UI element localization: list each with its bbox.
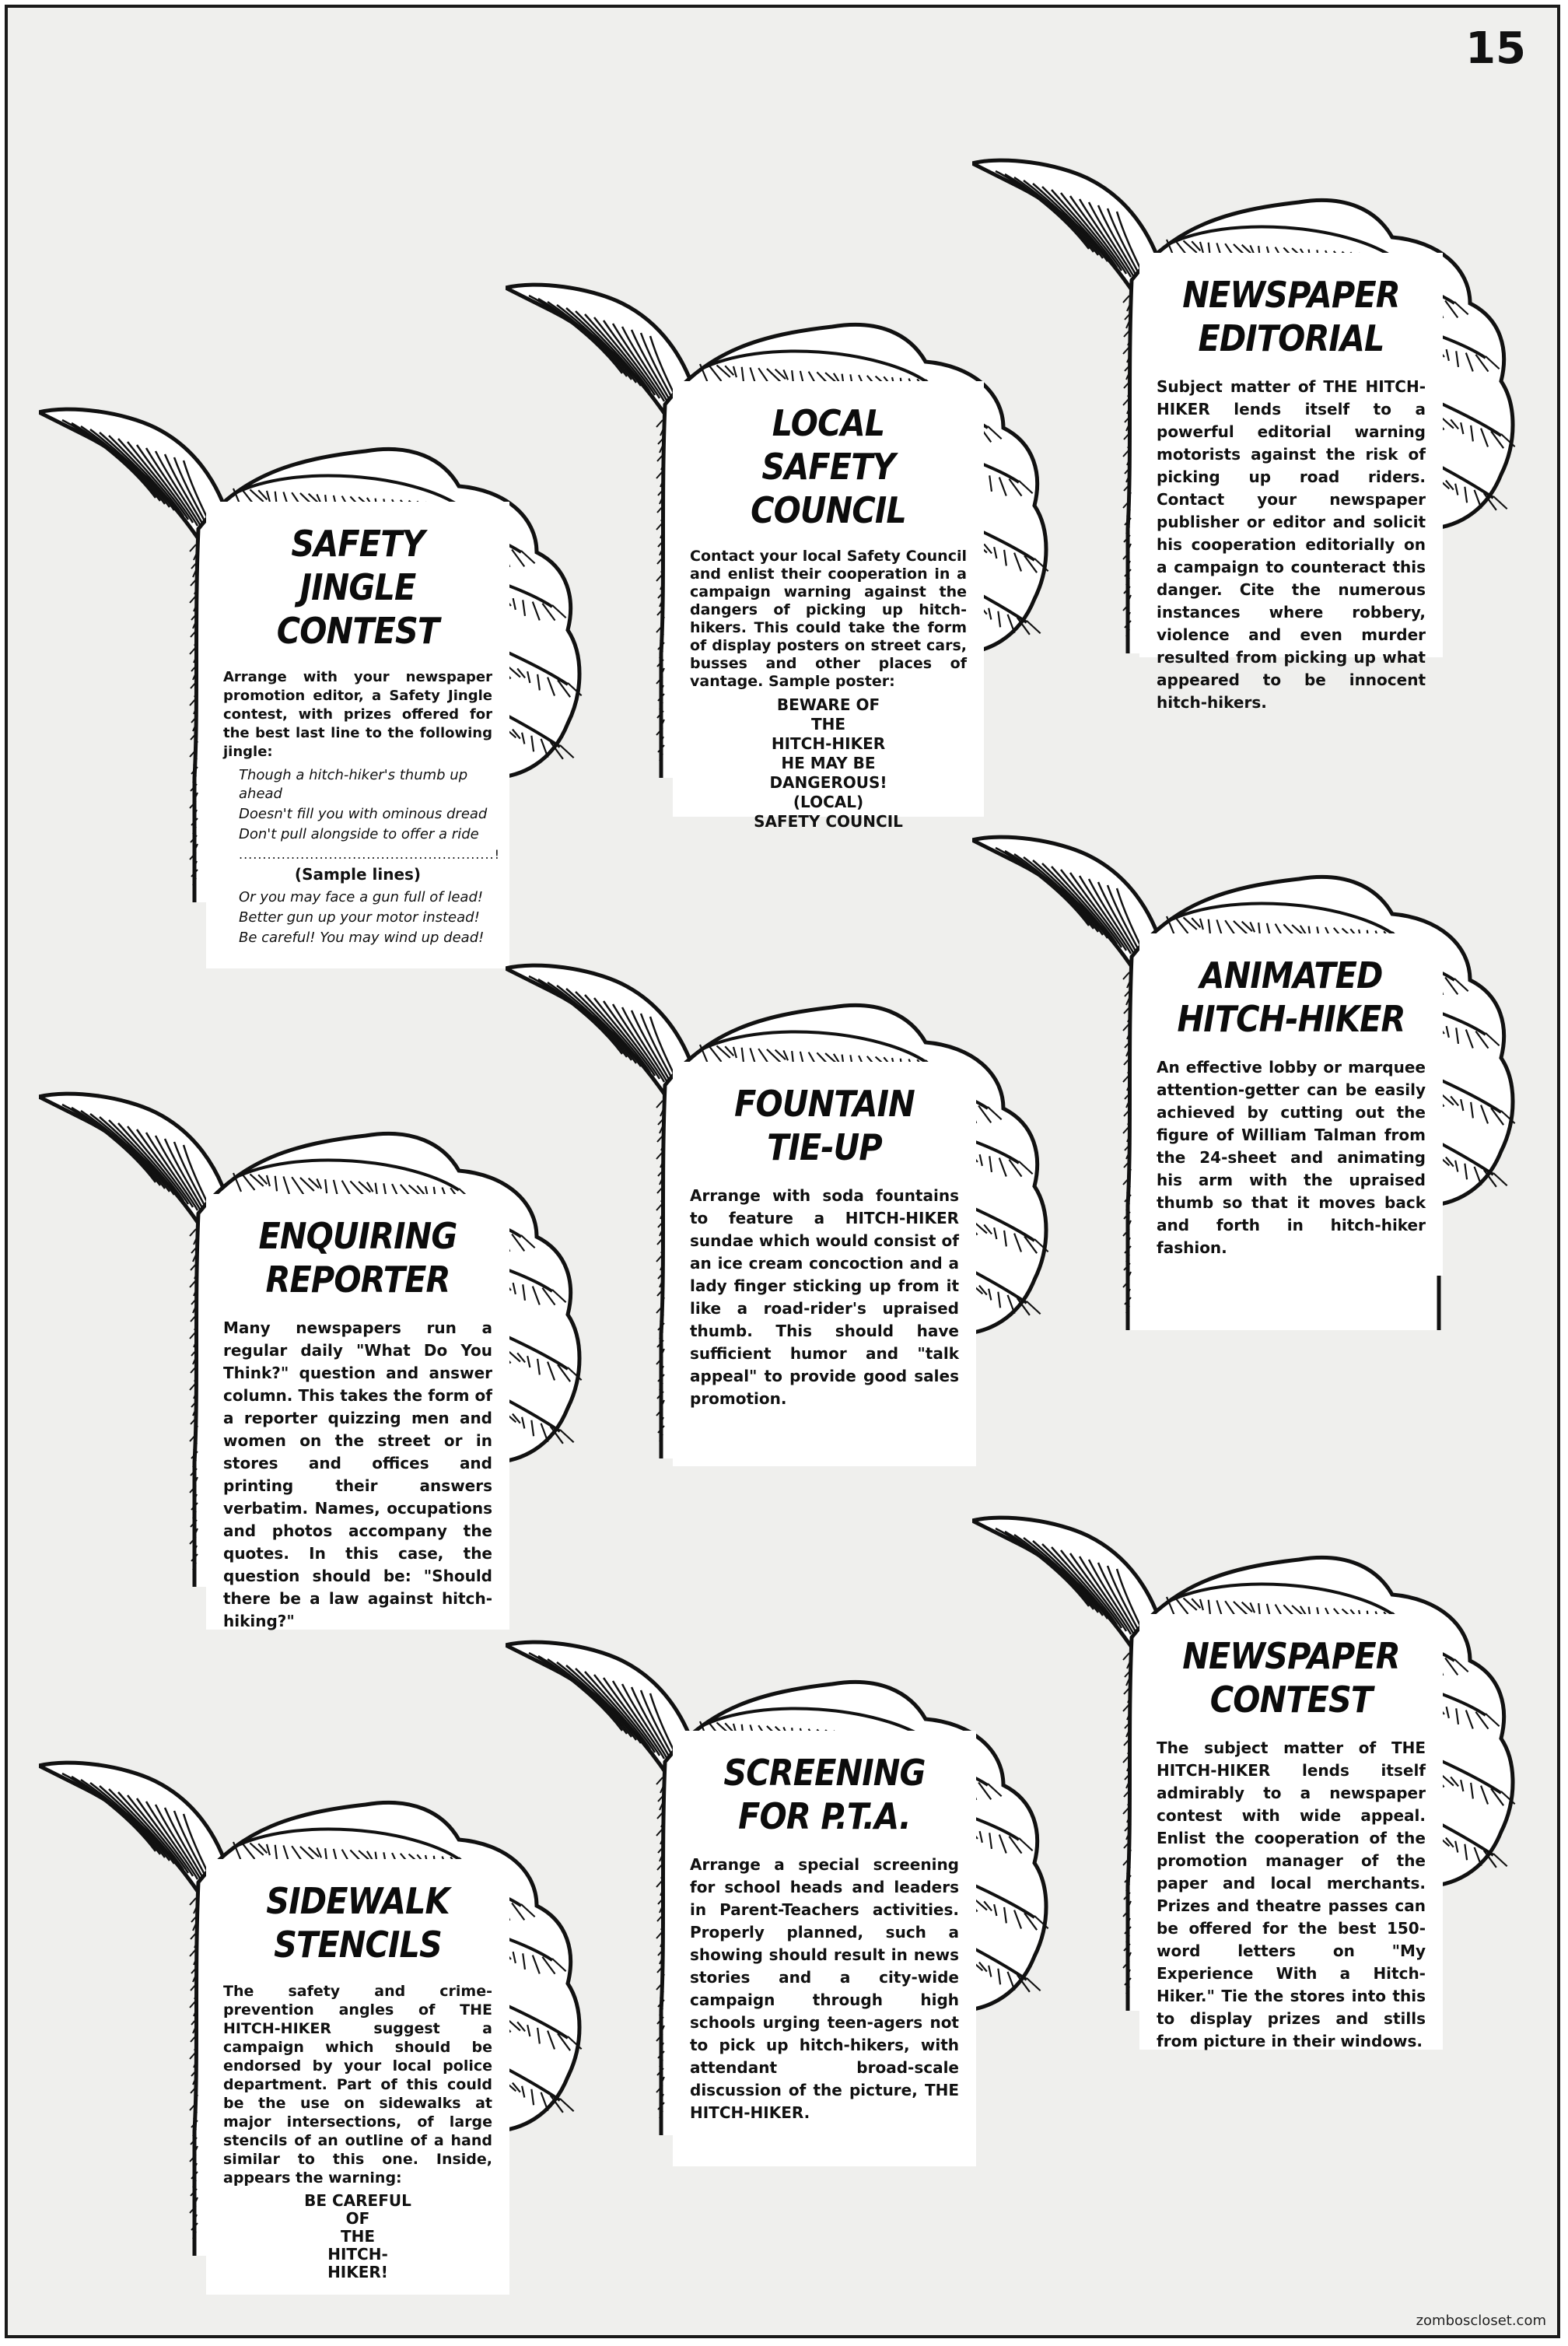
card-title: SAFETY JINGLE CONTEST (276, 523, 439, 652)
card-title: ENQUIRING REPORTER (258, 1215, 457, 1301)
page (5, 5, 1560, 2338)
card-safety-jingle (206, 502, 509, 968)
jingle-verse: Though a hitch-hiker's thumb up ahead Doesn't fill you with ominous dread Don't pull alongside to offer a ride (239, 767, 488, 842)
card-animated-hitch-hiker (1139, 933, 1443, 1276)
card-screening-pta (673, 1731, 976, 2166)
card-newspaper-contest (1139, 1614, 1443, 2050)
sample-lines: Or you may face a gun full of lead! Better gun up your motor instead! Be careful! You may wind up dead! (239, 889, 485, 946)
card-body: Arrange with your newspaper promotion editor, a Safety Jingle contest, with prizes offered for the best last line to the following jingle: (223, 669, 492, 760)
card-title: FOUNTAIN TIE-UP (734, 1083, 915, 1168)
jingle-blank-line: ......................................................! (239, 847, 501, 862)
hand-newspaper-editorial (972, 93, 1532, 712)
card-newspaper-editorial (1139, 253, 1443, 712)
card-sidewalk-stencils (206, 1859, 509, 2295)
card-body: Contact your local Safety Council and enlist their cooperation in a campaign warning against the dangers of picking up hitch-hikers. This could take the form of display posters on street cars, busses and other places of vantage. Sample poster: (690, 548, 967, 690)
card-body: Many newspapers run a regular daily "What Do You Think?" question and answer column. This takes the form of a reporter quizzing men and women on the street or in stores and offices and printing their answers verbatim. Names, occupations and photos accompany the quotes. In this case, the question should be: "Should there be a law against hitch-hiking?" (223, 1318, 492, 1630)
hand-animated-hitch-hiker (972, 770, 1532, 1330)
card-fountain-tie-up (673, 1062, 976, 1466)
card-enquiring-reporter (206, 1194, 509, 1630)
sample-lines-label: (Sample lines) (294, 865, 422, 884)
card-title: ANIMATED HITCH-HIKER (1177, 954, 1405, 1040)
card-body: The safety and crime-prevention angles of THE HITCH-HIKER suggest a campaign which should be endorsed by your local police department. Part of this could be the use on sidewalks at major intersections, of large stencils of an outline of a hand similar to this one. Inside, appears the warning: (223, 1983, 492, 2187)
card-title: NEWSPAPER CONTEST (1182, 1635, 1400, 1721)
card-title: SCREENING FOR P.T.A. (723, 1752, 926, 1837)
footer-credit: zomboscloset.com (1416, 2313, 1546, 2329)
card-local-safety-council (673, 381, 984, 831)
card-title: SIDEWALK STENCILS (266, 1880, 450, 1966)
stencil-warning: BE CAREFUL OF THE HITCH- HIKER! (304, 2191, 411, 2281)
card-title: LOCAL SAFETY COUNCIL (751, 402, 906, 531)
sample-poster: BEWARE OF THE HITCH-HIKER HE MAY BE DANGEROUS! (LOCAL) SAFETY COUNCIL (754, 695, 903, 831)
hand-newspaper-contest (972, 1451, 1532, 2050)
card-body: Arrange with soda fountains to feature a HITCH-HIKER sundae which would consist of an ice cream concoction and a lady finger sticking up from it like a road-rider's upraised thumb. This should have sufficient humor and "talk appeal" to provide good sales promotion. (690, 1186, 959, 1408)
card-title: NEWSPAPER EDITORIAL (1182, 274, 1400, 359)
card-body: An effective lobby or marquee attention-getter can be easily achieved by cutting out the figure of William Talman from the 24-sheet and animating his arm with the upraised thumb so that it moves back and forth in hitch-hiker fashion. (1157, 1058, 1426, 1257)
card-body: The subject matter of THE HITCH-HIKER lends itself admirably to a newspaper contest with wide appeal. Enlist the cooperation of the promotion manager of the paper and local merchants. Prizes and theatre passes can be offered for the best 150-word letters on "My Experience With a Hitch-Hiker." Tie the stores into this to display prizes and stills from picture in their windows. (1157, 1738, 1426, 2050)
page-number: 15 (1465, 23, 1526, 74)
card-body: Arrange a special screening for school heads and leaders in Parent-Teachers activities. Properly planned, such a showing should result in news stories and a city-wide campaign through high schools urging teen-agers not to pick up hitch-hikers, with attendant broad-scale discussion of the picture, THE HITCH-HIKER. (690, 1855, 959, 2122)
card-body: Subject matter of THE HITCH-HIKER lends itself to a powerful editorial warning motorists against the risk of picking up road riders. Contact your newspaper publisher or editor and solicit his cooperation editorially on a campaign to counteract this danger. Cite the numerous instances where robbery, violence and even murder resulted from picking up what appeared to be innocent hitch-hikers. (1157, 377, 1426, 712)
